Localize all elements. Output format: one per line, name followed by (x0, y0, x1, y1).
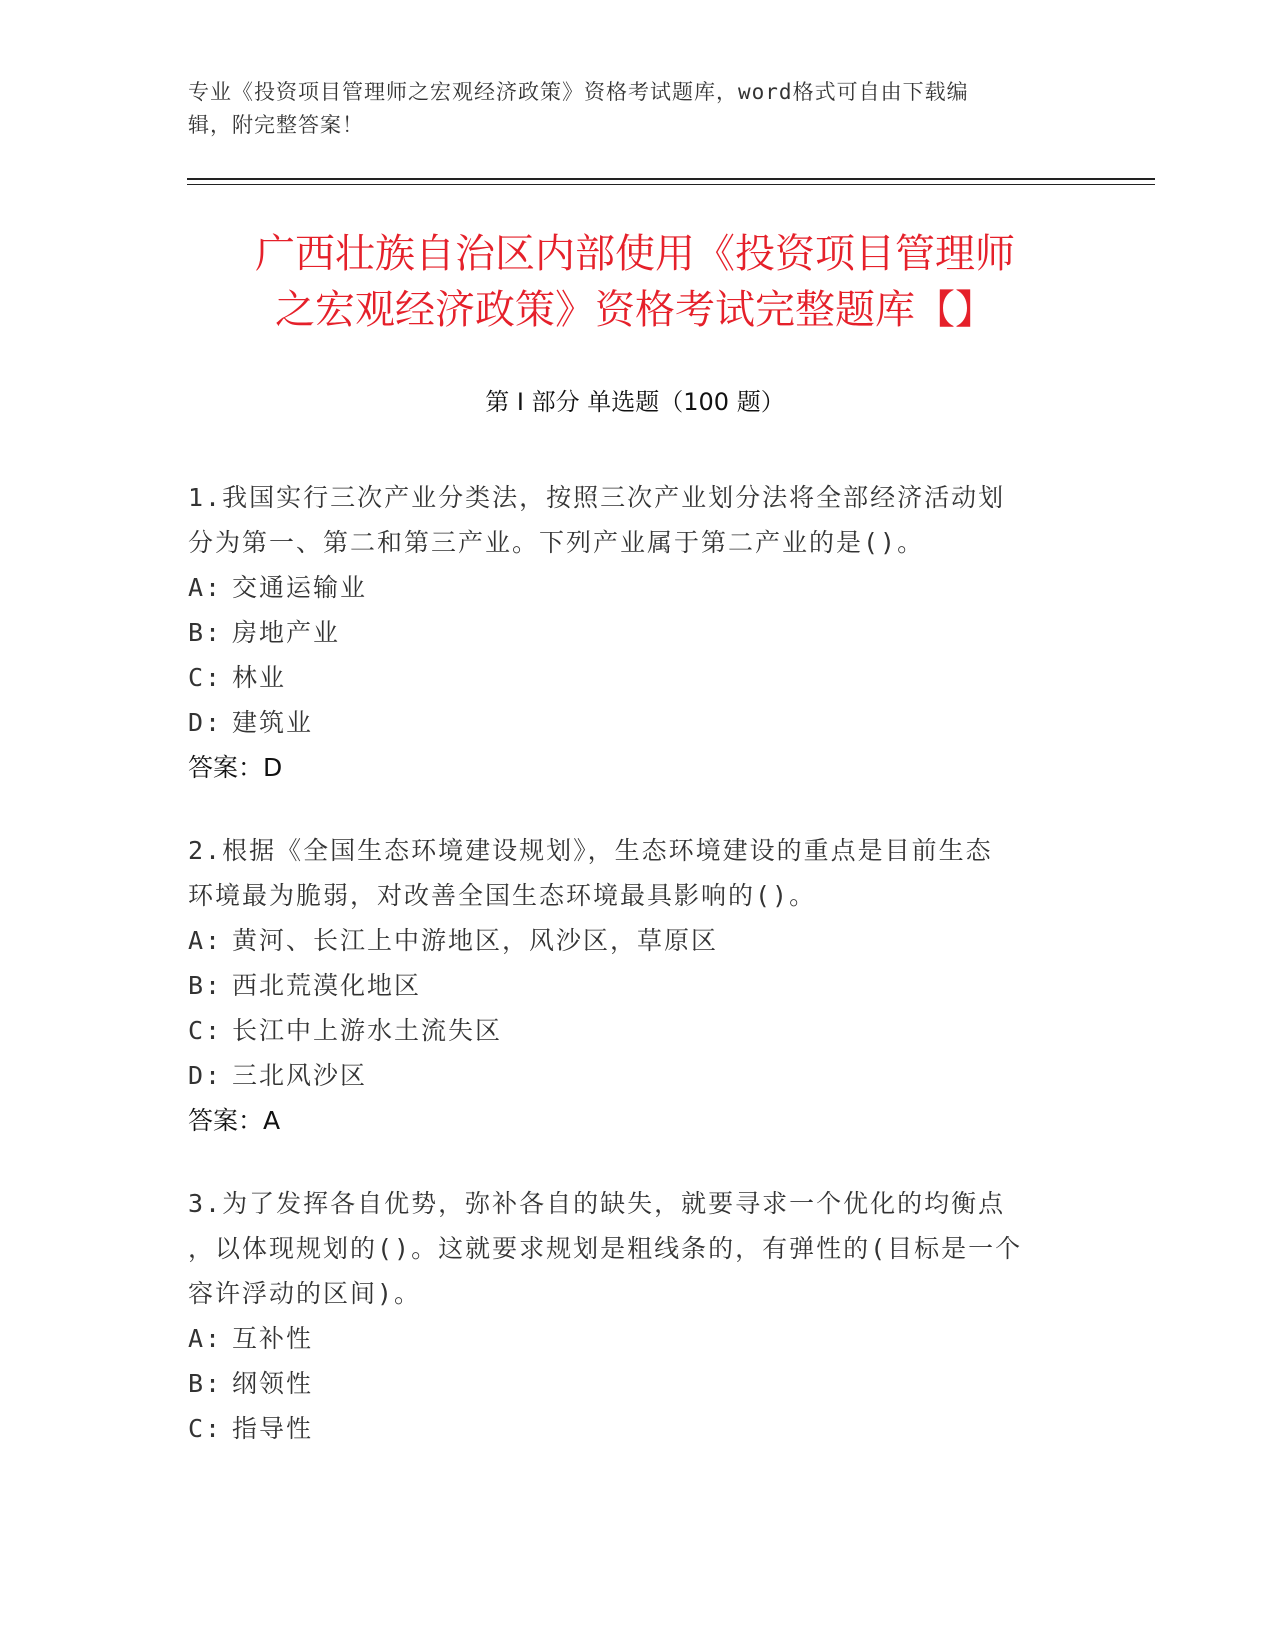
question-2 (188, 828, 1068, 1143)
question-stem-line: 环境最为脆弱，对改善全国生态环境最具影响的()。 (188, 881, 817, 910)
header-note (188, 76, 1068, 142)
option-d (188, 1053, 1068, 1098)
option-d (188, 700, 1068, 745)
header-divider-thick (187, 178, 1155, 180)
answer-label: 答案：A (188, 1106, 281, 1135)
section-heading: 第 I 部分 单选题（100 题） (485, 388, 785, 416)
option-c (188, 655, 1068, 700)
option-a (188, 565, 1068, 610)
question-3 (188, 1181, 1068, 1451)
option-key: A: (188, 573, 223, 602)
option-key: C: (188, 1016, 223, 1045)
document-title-line-1: 广西壮族自治区内部使用《投资项目管理师 (255, 231, 1015, 277)
question-stem-line: 容许浮动的区间)。 (188, 1279, 422, 1308)
question-stem-line: 1.我国实行三次产业分类法，按照三次产业划分法将全部经济活动划 (188, 483, 1006, 512)
option-text: 互补性 (232, 1324, 314, 1353)
option-key: D: (188, 708, 223, 737)
answer-label: 答案：D (188, 753, 283, 782)
document-title-line-2: 之宏观经济政策》资格考试完整题库【】 (275, 287, 995, 333)
document-title (180, 226, 1090, 338)
option-key: B: (188, 971, 223, 1000)
question-stem-line: 3.为了发挥各自优势，弥补各自的缺失，就要寻求一个优化的均衡点 (188, 1189, 1006, 1218)
option-a (188, 918, 1068, 963)
option-key: A: (188, 926, 223, 955)
option-text: 长江中上游水土流失区 (232, 1016, 503, 1045)
option-text: 交通运输业 (232, 573, 368, 602)
option-b (188, 963, 1068, 1008)
option-text: 西北荒漠化地区 (232, 971, 422, 1000)
option-text: 黄河、长江上中游地区，风沙区，草原区 (232, 926, 719, 955)
header-note-line-2: 辑，附完整答案！ (188, 113, 364, 137)
option-text: 林业 (232, 663, 287, 692)
option-key: C: (188, 663, 223, 692)
option-b (188, 1361, 1068, 1406)
header-note-line-1: 专业《投资项目管理师之宏观经济政策》资格考试题库，word格式可自由下载编 (188, 80, 969, 104)
option-text: 三北风沙区 (232, 1061, 368, 1090)
option-text: 房地产业 (232, 618, 341, 647)
option-c (188, 1008, 1068, 1053)
question-stem-line: 分为第一、第二和第三产业。下列产业属于第二产业的是()。 (188, 528, 925, 557)
option-text: 指导性 (232, 1414, 314, 1443)
question-1 (188, 475, 1068, 790)
option-key: A: (188, 1324, 223, 1353)
option-c (188, 1406, 1068, 1451)
option-key: B: (188, 1369, 223, 1398)
header-divider-thin (187, 184, 1155, 185)
question-stem-line: ，以体现规划的()。这就要求规划是粗线条的，有弹性的(目标是一个 (188, 1234, 1023, 1263)
question-stem-line: 2.根据《全国生态环境建设规划》，生态环境建设的重点是目前生态 (188, 836, 993, 865)
option-a (188, 1316, 1068, 1361)
option-text: 建筑业 (232, 708, 314, 737)
option-key: D: (188, 1061, 223, 1090)
option-key: B: (188, 618, 223, 647)
question-list (188, 475, 1068, 1489)
option-text: 纲领性 (232, 1369, 314, 1398)
option-key: C: (188, 1414, 223, 1443)
option-b (188, 610, 1068, 655)
